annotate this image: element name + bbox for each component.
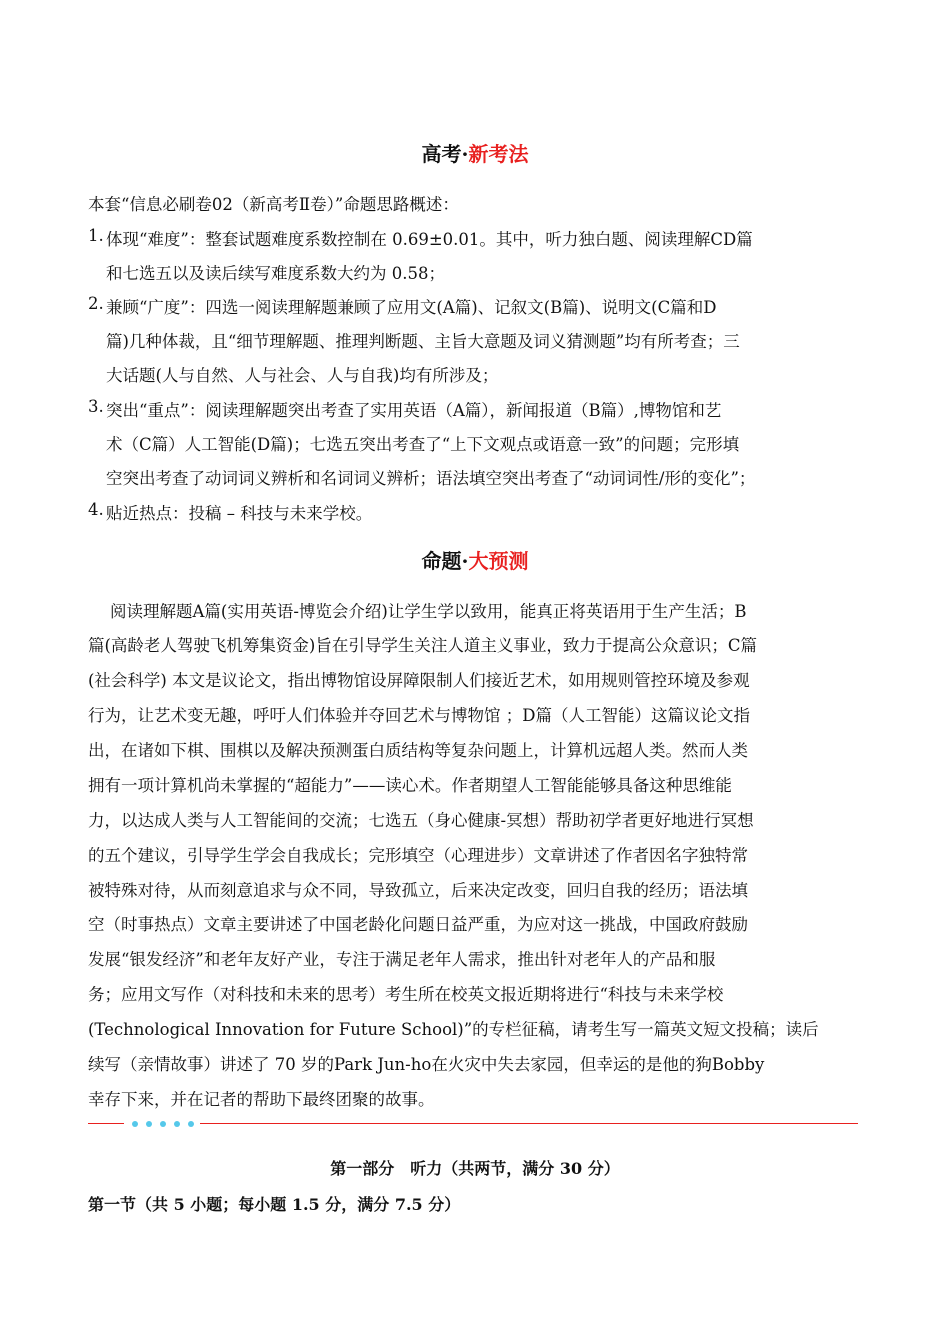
divider-dot	[160, 1121, 166, 1127]
point-line: 篇)几种体裁，且“细节理解题、推理判断题、主旨大意题及词义猜测题”均有所考查；三	[106, 332, 740, 351]
paragraph-line: 续写（亲情故事）讲述了 70 岁的Park Jun-ho在火灾中失去家园，但幸运的是他的狗Bobby	[88, 1055, 765, 1074]
paragraph-line: 的五个建议，引导学生学会自我成长；完形填空（心理进步）文章讲述了作者因名字独特常	[88, 846, 748, 865]
paragraph-line: (Technological Innovation for Future School)”的专栏征稿，请考生写一篇英文短文投稿；读后	[88, 1020, 819, 1039]
point-number: 4.	[88, 500, 104, 519]
point-number: 2.	[88, 294, 104, 313]
point-line: 和七选五以及读后续写难度系数大约为 0.58；	[106, 264, 445, 283]
heading-prediction	[0, 545, 950, 574]
point-line: 大话题(人与自然、人与社会、人与自我)均有所涉及；	[106, 366, 499, 385]
part-one-title: 第一部分 听力（共两节，满分 30 分）	[330, 1159, 620, 1178]
heading-highlight: 大预测	[468, 549, 529, 573]
point-line: 空突出考查了动词词义辨析和名词词义辨析；语法填空突出考查了“动词词性/形的变化”；	[106, 469, 756, 488]
paragraph-line: 空（时事热点）文章主要讲述了中国老龄化问题日益严重，为应对这一挑战，中国政府鼓励	[88, 915, 748, 934]
point-line: 兼顾“广度”：四选一阅读理解题兼顾了应用文(A篇)、记叙文(B篇)、说明文(C篇和D	[106, 298, 717, 317]
divider-line-right	[200, 1123, 858, 1124]
heading-prefix: 命题·	[421, 549, 469, 573]
heading-prefix: 高考·	[421, 142, 469, 166]
divider-dot	[188, 1121, 194, 1127]
paragraph-line: (社会科学) 本文是议论文，指出博物馆设屏障限制人们接近艺术，如用规则管控环境及参观	[88, 671, 750, 690]
section-divider	[88, 1117, 858, 1131]
point-line: 突出“重点”：阅读理解题突出考查了实用英语（A篇），新闻报道（B篇）,博物馆和艺	[106, 401, 722, 420]
intro-line: 本套“信息必刷卷02（新高考Ⅱ卷）”命题思路概述：	[88, 195, 459, 214]
point-line: 术（C篇）人工智能(D篇)；七选五突出考查了“上下文观点或语意一致”的问题；完形填	[106, 435, 740, 454]
paragraph-line: 阅读理解题A篇(实用英语-博览会介绍)让学生学以致用，能真正将英语用于生产生活；B	[110, 602, 747, 621]
divider-dot	[132, 1121, 138, 1127]
divider-line-left	[88, 1123, 124, 1124]
paragraph-line: 篇(高龄老人驾驶飞机筹集资金)旨在引导学生关注人道主义事业，致力于提高公众意识；C篇	[88, 636, 757, 655]
paragraph-line: 发展“银发经济”和老年友好产业，专注于满足老年人需求，推出针对老年人的产品和服	[88, 950, 716, 969]
paragraph-line: 拥有一项计算机尚未掌握的“超能力”——读心术。作者期望人工智能能够具备这种思维能	[88, 776, 732, 795]
paragraph-line: 务；应用文写作（对科技和未来的思考）考生所在校英文报近期将进行“科技与未来学校	[88, 985, 724, 1004]
divider-dot	[174, 1121, 180, 1127]
point-line: 贴近热点：投稿 – 科技与未来学校。	[106, 504, 373, 523]
section-one-title: 第一节（共 5 小题；每小题 1.5 分，满分 7.5 分）	[88, 1195, 461, 1214]
paragraph-line: 幸存下来，并在记者的帮助下最终团聚的故事。	[88, 1090, 435, 1109]
divider-dots	[132, 1117, 194, 1131]
paragraph-line: 出，在诸如下棋、围棋以及解决预测蛋白质结构等复杂问题上，计算机远超人类。然而人类	[88, 741, 748, 760]
paragraph-line: 力，以达成人类与人工智能间的交流；七选五（身心健康-冥想）帮助初学者更好地进行冥想	[88, 811, 754, 830]
heading-highlight: 新考法	[468, 142, 529, 166]
paragraph-line: 被特殊对待，从而刻意追求与众不同，导致孤立，后来决定改变，回归自我的经历；语法填	[88, 881, 748, 900]
point-number: 3.	[88, 397, 104, 416]
point-number: 1.	[88, 226, 104, 245]
point-line: 体现“难度”：整套试题难度系数控制在 0.69±0.01。其中，听力独白题、阅读理解CD篇	[106, 230, 753, 249]
heading-new-exam-method	[0, 138, 950, 167]
paragraph-line: 行为，让艺术变无趣，呼吁人们体验并夺回艺术与博物馆 ；D篇（人工智能）这篇议论文指	[88, 706, 750, 725]
divider-dot	[146, 1121, 152, 1127]
